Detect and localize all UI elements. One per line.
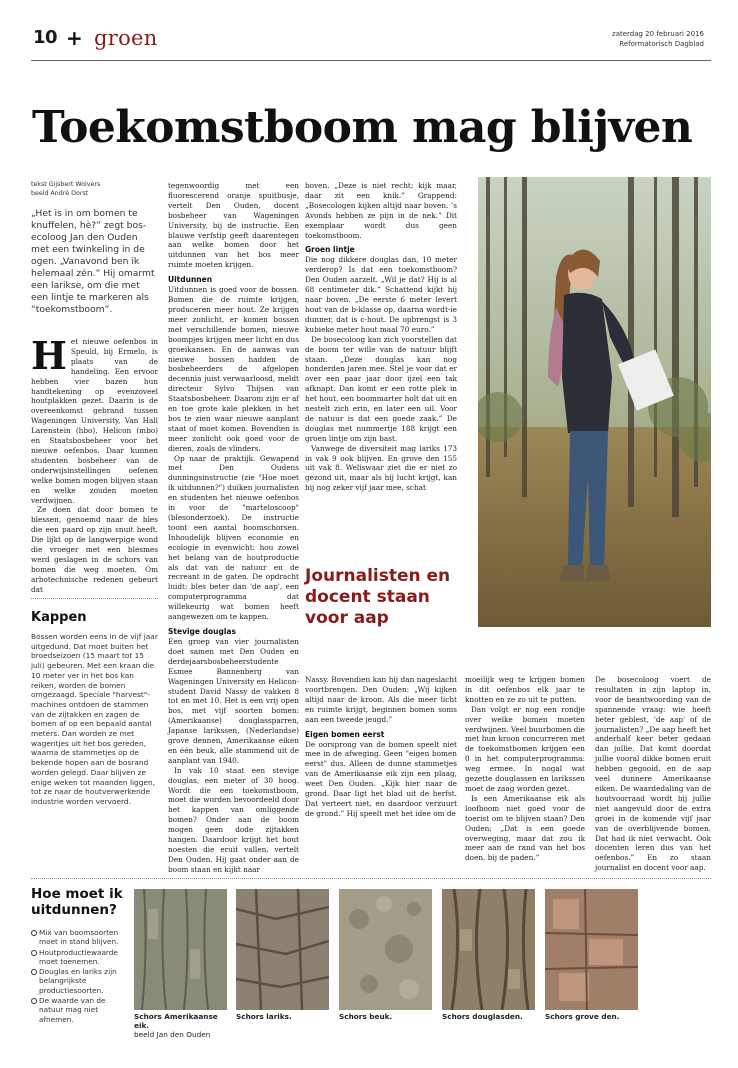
bark-oak-photo [134, 889, 227, 1010]
body-paragraph: Is een Amerikaanse eik als loofboom niet goed voor de toerist om te blijven staan? Den Ouden: „Dat is een goede overweging, maar dat zou ik meer aan de rand van het bos doen, bij de paden.” [465, 793, 585, 863]
box-title: Hoe moet ik uitdunnen? [31, 886, 123, 918]
bark-caption [134, 1012, 234, 1039]
caption-oak: Schors Amerikaanse eik. [134, 1012, 218, 1030]
bark-pine-photo [545, 889, 638, 1010]
article-title: Toekomstboom mag blijven [32, 102, 693, 153]
section-title: groen [94, 26, 158, 50]
plus-icon: + [66, 26, 83, 50]
body-paragraph: boven. „Deze is niet recht; kijk maar, daar zit een knik.” Grappend: „Bosecologen kijken altijd naar boven. ’s Avonds hebben ze pijn in de nek.” Dit exemplaar wordt dus geen toekomstboom. [305, 181, 457, 240]
page-number: 10 [33, 27, 58, 48]
column-4 [465, 675, 585, 863]
pull-quote: Journalisten en docent staan voor aap [305, 566, 451, 628]
intro-paragraph: „Het is in om bomen te knuffelen, hè?” zegt bos-ecoloog Jan den Ouden met een twinkeling in de ogen. „Vanavond ben ik helemaal zén.” Hij omarmt een larikse, om die met een lintje te markeren als “toekomstboom”. [31, 208, 155, 315]
dateline [612, 29, 704, 49]
column-3-bottom [305, 675, 457, 819]
bark-larch-photo [236, 889, 329, 1010]
divider [31, 598, 158, 599]
body-paragraph: et nieuwe oefenbos in Speuld, bij Ermelo, is plaats van de handeling. Een ervoor hebben vier bazen hun handtekening op evenzoveel houtplakken gezet. Daarin is de overeenkomst gebrand tussen Wageningen University, Van Hall Larenstein (hbo), Helicon (mbo) en Staatsbosbeheer voor het nieuwe oefenbos. Daar kunnen studenten bosbeheer van de onderwijsinstellingen oefenen welke bomen mogen blijven staan en welke zouden moeten verdwijnen. [31, 337, 158, 505]
caption-larch: Schors lariks. [236, 1012, 292, 1021]
list-item: Houtproductiewaarde moet toenemen. [31, 948, 131, 967]
body-paragraph: Vanwege de diversiteit mag lariks 173 in vak 9 ook blijven. En grove den 155 uit vak 8. Weliswaar ziet die er niet zo gezond uit, maar als hij lucht krijgt, kan hij nog zeker vijf jaar mee, schat [305, 443, 457, 493]
list-item: Mix van boomsoorten moet in stand blijven. [31, 928, 131, 947]
list-item: De waarde van de natuur mag niet afnemen. [31, 996, 131, 1024]
column-3 [305, 181, 457, 493]
newspaper-name: Reformatorisch Dagblad [619, 40, 704, 48]
body-paragraph: Dan volgt er nog een rondje over welke bomen moeten verdwijnen. Veel buurbomen die met hun kroon concurreren met de toekomstbomen krijgen een 0 in het computerprogramma: weg ermee. In nogal wat gezette douglassen en larikssen moet de zaag worden gezet. [465, 704, 585, 793]
byline-text: tekst Gijsbert Wolvers [31, 181, 101, 188]
caption-beech: Schors beuk. [339, 1012, 393, 1021]
photo-credit: beeld Jan den Ouden [134, 1030, 211, 1039]
date-text: zaterdag 20 februari 2016 [612, 30, 704, 38]
body-paragraph: Op naar de praktijk. Gewapend met Den Oudens dunningsinstructie (zie "Hoe moet ik uitdunnen?") duiken journalisten en studenten het nieuwe oefenbos in voor de "marteloscoop" (blesonderzoek). De instructie toont een aantal boomschorsen. Inhoudelijk blijven economie en ecologie in evenwicht: hou zowel het belang van de houtproductie als dat van de natuur en de recreant in de gaten. De opdracht luidt: bles beter dan 'de aap', een computerprogramma dat willekeurig wat bomen heeft aangewezen om te kappen. [168, 453, 299, 622]
list-item: Douglas en lariks zijn belangrijkste productiesoorten. [31, 967, 131, 995]
body-paragraph: Uitdunnen is goed voor de bossen. Bomen die de ruimte krijgen, produceren meer hout. Ze krijgen meer zonlicht, er komen bossen met verschillende bomen, nieuwe boompjes krijgen meer licht en dus groeikansen. En de aanwas van nieuwe bossen hadden de bosbeheerders de afgelopen decennia juist verwaarloosd, meldt directeur Sylvo Thijsen van Staatsbosbeheer. Daarom zijn er af en toe grote kale plekken in het bos te zien waar nieuwe aanplant staat of moet komen. Bovendien is meer zonlicht ook goed voor de dieren, zoals de vlinders. [168, 285, 299, 453]
byline [31, 181, 131, 198]
subheading-lintje: Groen lintje [305, 245, 355, 255]
woman-in-forest-photo [478, 177, 711, 627]
header-rule [31, 60, 711, 61]
box-list [31, 928, 131, 1025]
column-2 [168, 181, 299, 875]
bark-douglas-photo [442, 889, 535, 1010]
body-paragraph: De oorsprong van de bomen speelt niet mee in de afweging. Geen "eigen bomen eerst" dus. Alleen de dunne stammetjes van de Amerikaanse eik zijn een plaag, weet Den Ouden. „Kijk hier naar de grond. Daar ligt het blad uit de herfst. Dat verteert niet, en daardoor verzuurt de grond.” Hij speelt met het idee om de [305, 739, 457, 818]
body-paragraph: tegenwoordig met een fluorescerend oranje spuitbusje, vertelt Den Ouden, docent bosbeheer van Wageningen University, bij de instructie. Een blauwe verfstip geeft daarentegen aan welke bomen door het uitdunnen van het bos meer ruimte moeten krijgen. [168, 181, 299, 270]
column-1 [31, 333, 158, 595]
body-paragraph: Die nog dikkere douglas dan, 10 meter verderop? Is dat een toekomstboom? Den Ouden aarzelt. „Wil je dat? Hij is al 68 centimeter dik.” Schattend kijkt hij naar boven. „De eerste 6 meter levert hout van de b-klasse op, daarna wordt-ie dunner, dat is c-hout. De opbrengst is 3 kubieke meter hout maal 70 euro.” [305, 255, 457, 334]
subheading-douglas: Stevige douglas [168, 626, 236, 636]
caption-pine: Schors grove den. [545, 1012, 620, 1021]
box-divider [31, 878, 711, 879]
byline-photo: beeld André Dorst [31, 189, 89, 197]
drop-cap: H [31, 333, 67, 378]
bark-beech-photo [339, 889, 432, 1010]
column-5 [595, 675, 711, 873]
kappen-text: Bossen worden eens in de vijf jaar uitgedund. Dat moet buiten het broedseizoen (15 maart tot 15 juli) gebeuren. Met een kraan die 10 meter ver in het bos kan reiken, worden de bomen omgezaagd. Speciale "harvest"-machines ontdoen de stammen van de zijtakken en zagen de bomen af op een bepaald aantal meters. Dan worden ze met wagentjes uit het bos gereden, waarna de stammetjes op de bekende hopen aan de bosrand worden gelegd. Daar blijven ze enige weken tot maanden liggen, tot ze naar de houtverwerkende industrie worden vervoerd. [31, 632, 158, 806]
body-paragraph: Nassy. Bovendien kan hij dan nageslacht voortbrengen. Den Ouden: „Wij kijken altijd naar de kroon. Als die meer licht en ruimte krijgt, beginnen bomen soms aan een tweede jeugd.” [305, 675, 457, 724]
kappen-heading: Kappen [31, 610, 87, 625]
body-paragraph: De bosecoloog voert de resultaten in zijn laptop in, voor de beantwoording van de spannende vraag: wie heeft beter geblest, 'de aap' of de journalisten? „De aap heeft het anderhalf keer beter gedaan dan jullie. Dat komt doordat jullie vooral dikke bomen eruit hebben gegooid, en de aap veel dunnere Amerikaanse eiken. De waardedaling van de houtvoorraad wordt bij jullie niet aangevuld door de extra groei in de komende vijf jaar van de overblijvende bomen. Dat had ik niet verwacht. Ook docenten leren dus van het oefenbos.” En zo staan journalist en docent voor aap. [595, 675, 711, 873]
body-paragraph: Een groep van vier journalisten doet samen met Den Ouden en derdejaarsbosbeheerstudente Esmee Bannenberg van Wageningen University en Helicon-student David Nassy de vakken 8 tot en met 10. Het is een vrij open bos, met vijf soorten bomen: (Amerikaanse) douglassparren, Japanse larikssen, (Nederlandse) grove dennen, Amerikaanse eiken en één beuk, alle stammend uit de aanplant van 1940. [168, 636, 299, 765]
body-paragraph: Ze doen dat door bomen te blessen, genoemd naar de bles die een paard op zijn snuit heeft. Die lijkt op de langwerpige wond die vroeger met een blesmes werd geslagen in de schors van bomen die weg moeten. Om arbotechnische redenen gebeurt dat [31, 505, 158, 594]
body-paragraph: In vak 10 staat een stevige douglas, een meter of 30 hoog. Wordt die een toekomstboom, moet die worden bevoordeeld door het kappen van omliggende bomen? Onder aan de boom mogen geen dode zijtakken hangen. Daardoor krijgt het hout noesten die eruit vallen, vertelt Den Ouden. Hij gaat onder aan de boom staan en kijkt naar [168, 765, 299, 874]
body-paragraph: De bosecoloog kan zich voorstellen dat de boom ter wille van de natuur blijft staan. „Deze douglas kan nog honderden jaren mee. Stel je voor dat er over een paar jaar door ijzel een tak afknapt. Dan komt er een rotte plek in het hout, een boommarter holt dat uit en nestelt zich erin, en later een uil. Voor de natuur is dat een goede zaak.” De douglas met nummertje 188 krijgt een groen lintje om zijn bast. [305, 334, 457, 443]
subheading-uitdunnen: Uitdunnen [168, 275, 213, 285]
subheading-eigen: Eigen bomen eerst [305, 729, 385, 739]
caption-douglas: Schors douglasden. [442, 1012, 523, 1021]
body-paragraph: moeilijk weg te krijgen bomen in dit oefenbos elk jaar te knotten en ze zo uit te putten. [465, 675, 585, 704]
